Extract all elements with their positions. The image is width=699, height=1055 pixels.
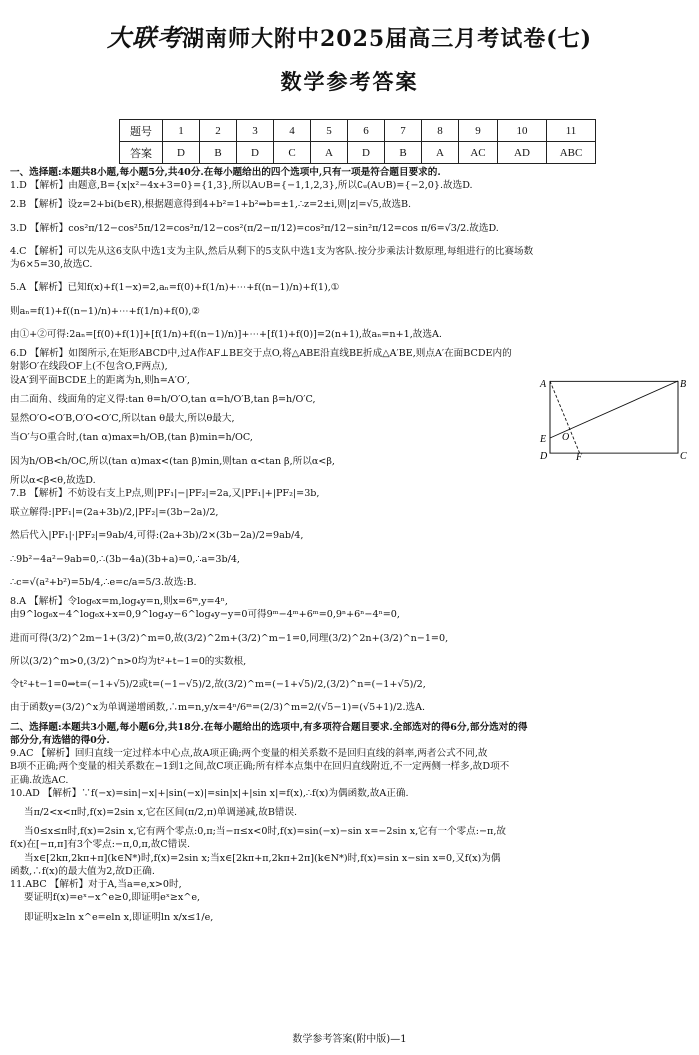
table-cell: D xyxy=(348,142,385,164)
table-cell: 6 xyxy=(348,120,385,142)
table-cell: 7 xyxy=(385,120,422,142)
table-cell: C xyxy=(274,142,311,164)
table-cell: 3 xyxy=(237,120,274,142)
table-cell: AD xyxy=(498,142,547,164)
segment-be xyxy=(550,381,678,438)
solution-q6-line1: 6.D 【解析】如图所示,在矩形ABCD中,过A作AF⊥BE交于点O,将△ABE沿直线BE折成△A′BE,则点A′在面BCDE内的 xyxy=(10,348,512,360)
solution-q4-line1: 4.C 【解析】可以先从这6支队中选1支为主队,然后从剩下的5支队中选1支为客队.按分步乘法计数原理,每组进行的比赛场数 xyxy=(10,245,534,257)
solution-q5-line1: 5.A 【解析】已知f(x)+f(1−x)=2,aₙ=f(0)+f(1/n)+⋯+f((n−1)/n)+f(1),① xyxy=(10,282,340,294)
table-cell: 11 xyxy=(547,120,596,142)
solution-q8-line4: 所以(3/2)^m>0,(3/2)^n>0均为t²+t−1=0的实数根, xyxy=(10,655,247,667)
brand-logo-text: 大联考 xyxy=(106,23,182,52)
table-cell: D xyxy=(237,142,274,164)
rectangle-fold-figure xyxy=(536,378,687,463)
label-d: D xyxy=(540,451,548,462)
segment-af xyxy=(550,381,580,454)
solution-q8-line2: 由9^log₆x−4^log₆x+x=0,9^log₄y−6^log₄y−y=0可得9ᵐ−4ᵐ+6ᵐ=0,9ⁿ+6ⁿ−4ⁿ=0, xyxy=(10,609,400,621)
table-cell: ABC xyxy=(547,142,596,164)
table-cell: 5 xyxy=(311,120,348,142)
row-label-number: 题号 xyxy=(120,120,163,142)
solution-q10-line2: 当π/2<x<π时,f(x)=2sin x,它在区间(π/2,π)单调递减,故B错误. xyxy=(24,806,298,818)
page-subtitle: 数学参考答案 xyxy=(280,69,419,94)
table-cell: 4 xyxy=(274,120,311,142)
solution-q4-line2: 为6×5=30,故选C. xyxy=(10,259,93,271)
label-b: B xyxy=(680,379,687,390)
solution-q8-line5: 令t²+t−1=0⇒t=(−1+√5)/2或t=(−1−√5)/2,故(3/2)^m=(−1+√5)/2,(3/2)^n=(−1+√5)/2, xyxy=(10,679,426,691)
answer-table xyxy=(119,119,596,164)
solution-q9-line2: B项不正确;两个变量的相关系数在−1到1之间,故C项正确;所有样本点集中在回归直线附近,不一定两侧一样多,故D项不 xyxy=(10,761,510,773)
table-cell: A xyxy=(311,142,348,164)
solution-q6-line5: 显然O′O<O′B,O′O<O′C,所以tan θ最大,所以θ最大, xyxy=(10,413,235,425)
table-cell: D xyxy=(163,142,200,164)
label-o: O xyxy=(562,432,570,443)
exam-title: 湖南师大附中2025届高三月考试卷(七) xyxy=(181,26,593,52)
solution-q11-line3: 即证明x≥ln x^e=eln x,即证明ln x/x≤1/e, xyxy=(24,911,214,923)
solution-q7-line2: 联立解得:|PF₁|=(2a+3b)/2,|PF₂|=(3b−2a)/2, xyxy=(10,507,219,519)
section-heading-2-line2: 部分分,有选错的得0分. xyxy=(10,734,110,746)
solution-q7-line1: 7.B 【解析】不妨设右支上P点,则|PF₁|−|PF₂|=2a,又|PF₁|+|PF₂|=3b, xyxy=(10,487,320,499)
table-cell: 2 xyxy=(200,120,237,142)
section-heading-1: 一、选择题:本题共8小题,每小题5分,共40分.在每小题给出的四个选项中,只有一项是符合题目要求的. xyxy=(10,167,441,178)
page-footer: 数学参考答案(附中版)—1 xyxy=(292,1034,407,1045)
table-cell: 9 xyxy=(459,120,498,142)
solution-q5-line3: 由①+②可得:2aₙ=[f(0)+f(1)]+[f(1/n)+f((n−1)/n)]+⋯+[f(1)+f(0)]=2(n+1),故aₙ=n+1,故选A. xyxy=(10,328,442,340)
solution-q10-line4: f(x)在[−π,π]有3个零点:−π,0,π,故C错误. xyxy=(10,839,191,851)
table-cell: 1 xyxy=(163,120,200,142)
row-label-answer: 答案 xyxy=(120,142,163,164)
solution-q6-line2: 射影O′在线段OF上(不包含O,F两点), xyxy=(10,361,168,373)
solution-q6-line6: 当O′与O重合时,(tan α)max=h/OB,(tan β)min=h/OC, xyxy=(10,432,253,444)
table-cell: 10 xyxy=(498,120,547,142)
solution-q7-line3: 然后代入|PF₁|·|PF₂|=9ab/4,可得:(2a+3b)/2×(3b−2a)/2=9ab/4, xyxy=(10,530,304,542)
solution-q1: 1.D 【解析】由题意,B={x|x²−4x+3=0}={1,3},所以A∪B={−1,1,2,3},所以∁ᵤ(A∪B)={−2,0}.故选D. xyxy=(10,180,473,192)
solution-q10-line6: 函数,∴f(x)的最大值为2,故D正确. xyxy=(10,865,155,877)
solution-q6-line4: 由二面角、线面角的定义得:tan θ=h/O′O,tan α=h/O′B,tan β=h/O′C, xyxy=(10,393,316,405)
solution-q10-line5: 当x∈[2kπ,2kπ+π](k∈N*)时,f(x)=2sin x;当x∈[2kπ+π,2kπ+2π](k∈N*)时,f(x)=sin x−sin x=0,又f(x)为偶 xyxy=(24,852,501,864)
answer-table-number-row xyxy=(120,120,596,142)
solution-q3: 3.D 【解析】cos²π/12−cos²5π/12=cos²π/12−cos²(π/2−π/12)=cos²π/12−sin²π/12=cos π/6=√3/2.故选D. xyxy=(10,222,499,234)
label-a: A xyxy=(540,379,547,390)
exam-header xyxy=(0,18,699,53)
table-cell: A xyxy=(422,142,459,164)
solution-q6-line7: 因为h/OB<h/OC,所以(tan α)max<(tan β)min,则tan α<tan β,所以α<β, xyxy=(10,455,335,467)
table-cell: B xyxy=(200,142,237,164)
solution-q8-line1: 8.A 【解析】令log₆x=m,log₄y=n,则x=6ᵐ,y=4ⁿ, xyxy=(10,596,228,608)
solution-q9-line1: 9.AC 【解析】回归直线一定过样本中心点,故A项正确;两个变量的相关系数不是回归直线的斜率,两者公式不同,故 xyxy=(10,748,488,760)
label-f: F xyxy=(576,452,583,463)
solution-q9-line3: 正确.故选AC. xyxy=(10,774,69,786)
table-cell: AC xyxy=(459,142,498,164)
solution-q11-line2: 要证明f(x)=eˣ−x^e≥0,即证明eˣ≥x^e, xyxy=(24,892,201,904)
answer-table-answer-row xyxy=(120,142,596,164)
solution-q11-line1: 11.ABC 【解析】对于A,当a=e,x>0时, xyxy=(10,879,182,891)
section-heading-2-line1: 二、选择题:本题共3小题,每小题6分,共18分.在每小题给出的选项中,有多项符合题目要求.全部选对的得6分,部分选对的得 xyxy=(10,721,528,733)
solution-q8-line6: 由于函数y=(3/2)^x为单调递增函数,∴m=n,y/x=4ⁿ/6ᵐ=(2/3)^m=2/(√5−1)=(√5+1)/2.选A. xyxy=(10,702,426,714)
solutions-body xyxy=(10,166,690,924)
solution-q6-line3: 设A′到平面BCDE上的距离为h,则h=A′O′, xyxy=(10,374,190,386)
label-e: E xyxy=(540,434,547,445)
table-cell: B xyxy=(385,142,422,164)
solution-q10-line3: 当0≤x≤π时,f(x)=2sin x,它有两个零点:0,π;当−π≤x<0时,f(x)=sin(−x)−sin x=−2sin x,它有一个零点:−π,故 xyxy=(24,826,506,838)
table-cell: 8 xyxy=(422,120,459,142)
solution-q10-line1: 10.AD 【解析】∵f(−x)=sin|−x|+|sin(−x)|=sin|x|+|sin x|=f(x),∴f(x)为偶函数,故A正确. xyxy=(10,787,409,799)
solution-q6-line8: 所以α<β<θ,故选D. xyxy=(10,474,96,486)
solution-q7-line4: ∴9b²−4a²−9ab=0,∴(3b−4a)(3b+a)=0,∴a=3b/4, xyxy=(10,553,240,565)
solution-q2: 2.B 【解析】设z=2+bi(b∈R),根据题意得到4+b²=1+b²⇒b=±1,∴z=2±i,则|z|=√5,故选B. xyxy=(10,199,412,211)
solution-q8-line3: 进而可得(3/2)^2m−1+(3/2)^m=0,故(3/2)^2m+(3/2)^m−1=0,同理(3/2)^2n+(3/2)^n−1=0, xyxy=(10,632,449,644)
label-c: C xyxy=(680,451,687,462)
solution-q5-line2: 则aₙ=f(1)+f((n−1)/n)+⋯+f(1/n)+f(0),② xyxy=(10,305,200,317)
solution-q7-line5: ∴c=√(a²+b²)=5b/4,∴e=c/a=5/3.故选:B. xyxy=(10,576,197,588)
